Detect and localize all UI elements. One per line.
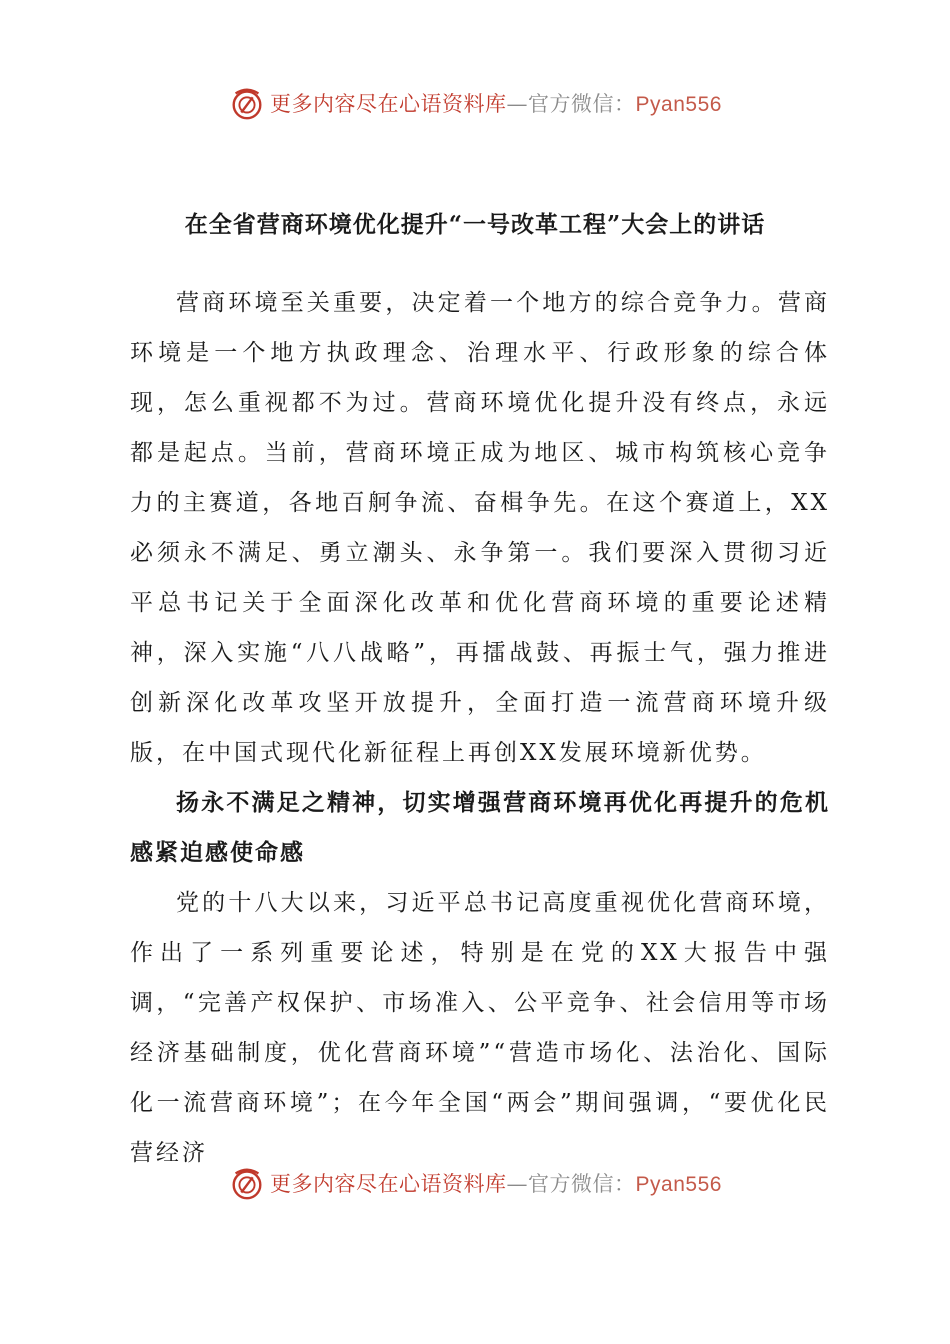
banner-text: [270, 1168, 722, 1198]
banner-brand-text: 更多内容尽在心语资料库: [270, 92, 507, 116]
document-body: [130, 278, 830, 1178]
banner-text: [270, 88, 722, 118]
section-heading: 扬永不满足之精神，切实增强营商环境再优化再提升的危机感紧迫感使命感: [130, 789, 830, 866]
document-title: 在全省营商环境优化提升“一号改革工程”大会上的讲话: [184, 211, 766, 238]
intro-paragraph: 营商环境至关重要，决定着一个地方的综合竞争力。营商环境是一个地方执政理念、治理水平、行政形象的综合体现，怎么重视都不为过。营商环境优化提升没有终点，永远都是起点。当前，营商环境正成为地区、城市构筑核心竞争力的主赛道，各地百舸争流、奋楫争先。在这个赛道上，XX必须永不满足、勇立潮头、永争第一。我们要深入贯彻习近平总书记关于全面深化改革和优化营商环境的重要论述精神，深入实施“八八战略”，再擂战鼓、再振士气，强力推进创新深化改革攻坚开放提升，全面打造一流营商环境升级版，在中国式现代化新征程上再创XX发展环境新优势。: [130, 290, 830, 766]
banner-brand-text: 更多内容尽在心语资料库: [270, 1172, 507, 1196]
brand-logo-icon: [228, 84, 266, 122]
banner-wechat-label: 官方微信：: [528, 1172, 636, 1196]
banner-wechat-id: Pyan556: [635, 93, 722, 116]
banner-wechat-id: Pyan556: [635, 1173, 722, 1196]
header-banner: [0, 84, 950, 122]
banner-dash: —: [506, 92, 529, 116]
footer-banner: [0, 1164, 950, 1202]
banner-dash: —: [506, 1172, 529, 1196]
section-paragraph: 党的十八大以来，习近平总书记高度重视优化营商环境，作出了一系列重要论述，特别是在党的XX大报告中强调，“完善产权保护、市场准入、公平竞争、社会信用等市场经济基础制度，优化营商环境”“营造市场化、法治化、国际化一流营商环境”；在今年全国“两会”期间强调，“要优化民营经济: [130, 890, 830, 1166]
banner-wechat-label: 官方微信：: [528, 92, 636, 116]
brand-logo-icon: [228, 1164, 266, 1202]
